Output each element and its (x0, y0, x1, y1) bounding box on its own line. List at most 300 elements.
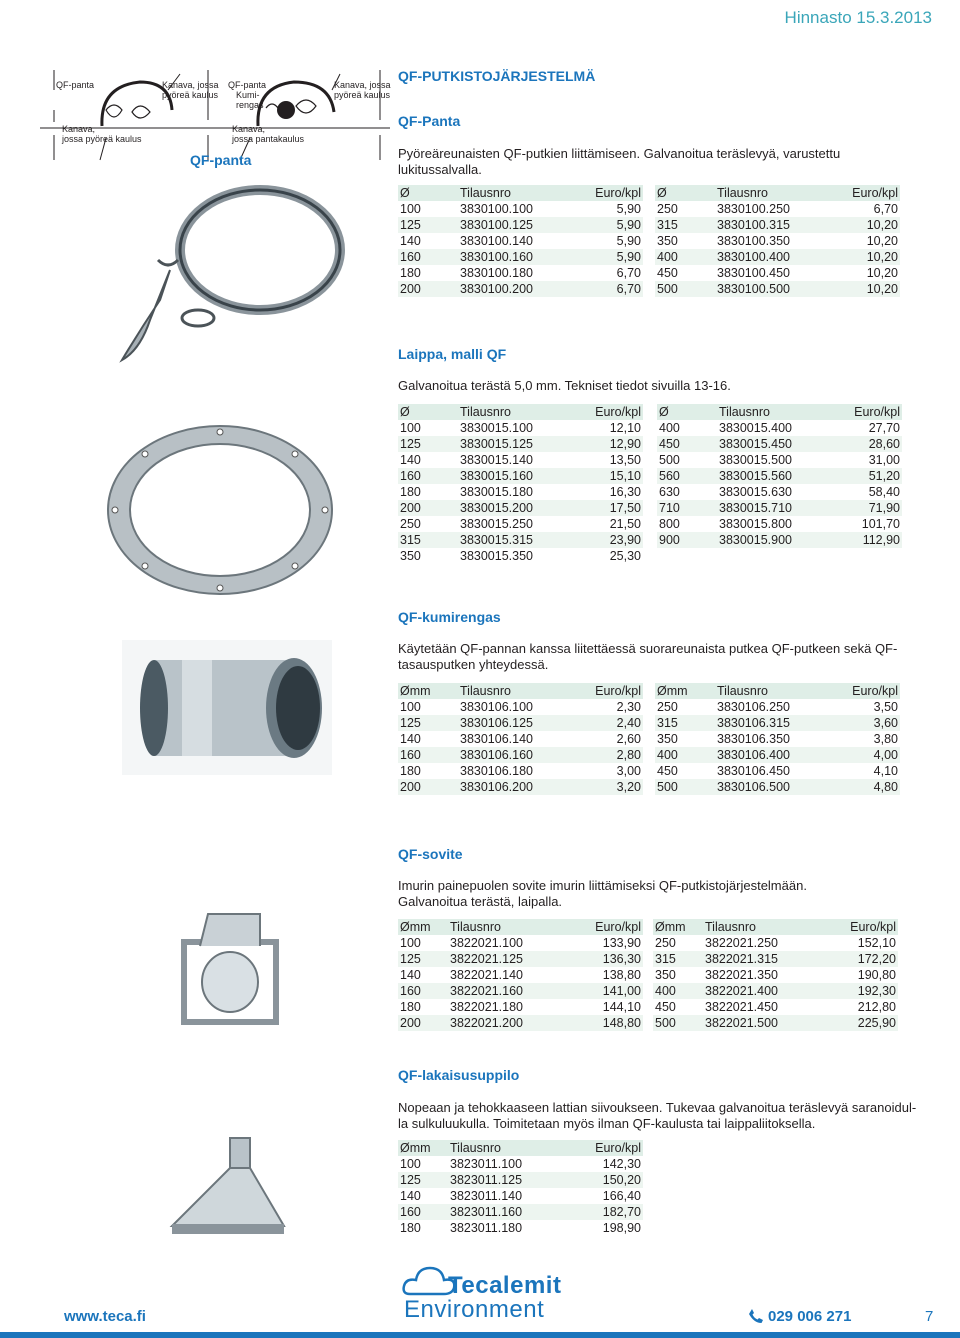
table-row (398, 452, 643, 468)
order-number-cell: 3822021.200 (448, 1015, 568, 1031)
price-cell: 6,70 (616, 266, 641, 280)
price-cell: 5,90 (568, 217, 643, 233)
diameter-cell: 125 (398, 951, 448, 967)
diameter-cell: 500 (655, 779, 715, 795)
order-number-cell: 3830015.900 (717, 532, 827, 548)
order-number-cell: 3830100.160 (458, 249, 568, 265)
table-row (398, 484, 643, 500)
price-cell: 27,70 (868, 421, 900, 435)
order-number-cell: 3830100.100 (460, 202, 533, 216)
col-header-order-no: Tilausnro (448, 1140, 568, 1156)
price-cell: 58,40 (868, 485, 900, 499)
order-number-cell: 3830015.200 (458, 500, 568, 516)
table-row (398, 983, 643, 999)
diagram-caption: QF-panta (190, 152, 252, 168)
price-cell: 2,30 (616, 700, 641, 714)
order-number-cell: 3823011.140 (450, 1189, 523, 1203)
diameter-cell: 125 (398, 1172, 448, 1188)
table-row (655, 233, 900, 249)
diameter-cell: 125 (398, 217, 458, 233)
order-number-cell: 3822021.160 (448, 983, 568, 999)
table-row (398, 1188, 643, 1204)
order-number-cell: 3830106.200 (458, 779, 568, 795)
diagram-label-kumirengas: Kumi- (236, 90, 260, 100)
col-header-price: Euro/kpl (568, 1140, 643, 1156)
order-number-cell: 3830100.500 (715, 281, 825, 297)
table-row (657, 484, 902, 500)
diagram-label-kanava-1: Kanava, jossa (162, 80, 219, 90)
order-number-cell: 3830106.250 (717, 700, 790, 714)
table-row (398, 420, 643, 436)
table-row (653, 951, 898, 967)
table-row (655, 779, 900, 795)
diameter-cell: 250 (655, 936, 676, 950)
laippa-description: Galvanoitua terästä 5,0 mm. Tekniset tiedot sivuilla 13-16. (398, 378, 731, 393)
price-cell: 12,90 (568, 436, 643, 452)
order-number-cell: 3823011.125 (448, 1172, 568, 1188)
order-number-cell: 3830015.710 (717, 500, 827, 516)
order-number-cell: 3830100.125 (458, 217, 568, 233)
kumirengas-title: QF-kumirengas (398, 609, 501, 625)
table-row (398, 999, 643, 1015)
table-header-row (657, 404, 902, 420)
table-row (657, 452, 902, 468)
panta-table-left (398, 185, 643, 297)
laippa-flange-image (100, 418, 340, 603)
price-cell: 5,90 (616, 234, 641, 248)
price-cell: 152,10 (857, 936, 896, 950)
order-number-cell: 3830100.350 (717, 234, 790, 248)
table-row (655, 715, 900, 731)
price-cell: 150,20 (568, 1172, 643, 1188)
order-number-cell: 3822021.400 (703, 983, 823, 999)
table-row (655, 265, 900, 281)
table-row (655, 281, 900, 297)
col-header-diameter: Ø (657, 404, 717, 420)
diameter-cell: 140 (400, 968, 421, 982)
table-row (655, 217, 900, 233)
price-cell: 138,80 (602, 968, 641, 982)
table-row (398, 249, 643, 265)
order-number-cell: 3830106.450 (717, 764, 790, 778)
order-number-cell: 3830106.140 (460, 732, 533, 746)
diameter-cell: 200 (398, 779, 458, 795)
order-number-cell: 3830015.160 (458, 468, 568, 484)
order-number-cell: 3830100.450 (717, 266, 790, 280)
table-row (657, 516, 902, 532)
price-cell: 133,90 (602, 936, 641, 950)
table-header-row (398, 404, 643, 420)
price-cell: 192,30 (823, 983, 898, 999)
table-row (655, 249, 900, 265)
order-number-cell: 3823011.180 (450, 1221, 523, 1235)
table-row (398, 532, 643, 548)
table-header-row (655, 683, 900, 699)
order-number-cell: 3830106.125 (458, 715, 568, 731)
order-number-cell: 3830015.800 (719, 517, 792, 531)
diameter-cell: 180 (400, 1000, 421, 1014)
col-header-order-no: Tilausnro (458, 683, 568, 699)
suppilo-image (168, 1136, 288, 1246)
table-row (657, 500, 902, 516)
col-header-diameter: Ø (398, 185, 458, 201)
price-cell: 3,60 (825, 715, 900, 731)
order-number-cell: 3830015.125 (458, 436, 568, 452)
diameter-cell: 125 (398, 715, 458, 731)
table-header-row (398, 185, 643, 201)
price-cell: 6,70 (873, 202, 898, 216)
table-row (398, 281, 643, 297)
price-cell: 6,70 (568, 281, 643, 297)
order-number-cell: 3822021.350 (705, 968, 778, 982)
price-cell: 166,40 (602, 1189, 641, 1203)
price-cell: 10,20 (866, 266, 898, 280)
diagram-label-kanava-2b: pyöreä kaulus (334, 90, 391, 100)
col-header-price: Euro/kpl (568, 919, 643, 935)
diameter-cell: 315 (655, 715, 715, 731)
diameter-cell: 140 (400, 1189, 421, 1203)
diameter-cell: 140 (400, 453, 421, 467)
diameter-cell: 500 (659, 453, 680, 467)
table-row (398, 699, 643, 715)
order-number-cell: 3830015.140 (460, 453, 533, 467)
table-row (398, 500, 643, 516)
price-cell: 16,30 (609, 485, 641, 499)
order-number-cell: 3830100.400 (715, 249, 825, 265)
panta-description: Pyöreäreunaisten QF-putkien liittämiseen. Galvanoitua teräslevyä, varustettu lukitussalvalla. (398, 146, 841, 177)
diameter-cell: 250 (400, 517, 421, 531)
col-header-price: Euro/kpl (823, 919, 898, 935)
laippa-table-right (657, 404, 902, 548)
table-row (398, 265, 643, 281)
order-number-cell: 3822021.140 (450, 968, 523, 982)
page-number: 7 (925, 1308, 934, 1325)
kumirengas-description-2: tasausputken yhteydessä. (398, 657, 549, 672)
price-cell: 3,50 (873, 700, 898, 714)
diameter-cell: 100 (400, 202, 421, 216)
table-row (398, 731, 643, 747)
table-row (655, 747, 900, 763)
diameter-cell: 500 (655, 281, 715, 297)
suppilo-title: QF-lakaisusuppilo (398, 1067, 520, 1083)
diagram-label-kanava-1b: pyöreä kaulus (162, 90, 219, 100)
diameter-cell: 125 (398, 436, 458, 452)
order-number-cell: 3830015.630 (719, 485, 792, 499)
diagram-label-kanava-3b: jossa pyöreä kaulus (62, 134, 142, 144)
col-header-diameter: Ømm (655, 683, 715, 699)
diameter-cell: 560 (657, 468, 717, 484)
table-row (398, 217, 643, 233)
col-header-order-no: Tilausnro (715, 185, 825, 201)
table-row (398, 1204, 643, 1220)
order-number-cell: 3830106.350 (717, 732, 790, 746)
kumirengas-table-right (655, 683, 900, 795)
col-header-order-no: Tilausnro (715, 683, 825, 699)
price-cell: 2,40 (568, 715, 643, 731)
diameter-cell: 710 (657, 500, 717, 516)
price-cell: 31,00 (868, 453, 900, 467)
order-number-cell: 3830100.315 (715, 217, 825, 233)
price-cell: 21,50 (609, 517, 641, 531)
table-row (398, 436, 643, 452)
table-row (657, 436, 902, 452)
order-number-cell: 3830015.100 (460, 421, 533, 435)
diameter-cell: 900 (657, 532, 717, 548)
diameter-cell: 160 (398, 1204, 448, 1220)
diameter-cell: 250 (657, 700, 678, 714)
order-number-cell: 3830106.400 (715, 747, 825, 763)
table-row (657, 532, 902, 548)
col-header-order-no: Tilausnro (703, 919, 823, 935)
sovite-title: QF-sovite (398, 846, 463, 862)
col-header-price: Euro/kpl (827, 404, 902, 420)
price-cell: 212,80 (857, 1000, 896, 1014)
diameter-cell: 140 (400, 234, 421, 248)
table-row (657, 420, 902, 436)
sovite-table-right (653, 919, 898, 1031)
order-number-cell: 3830100.250 (717, 202, 790, 216)
table-row (398, 1220, 643, 1236)
diameter-cell: 200 (398, 500, 458, 516)
sovite-table-left (398, 919, 643, 1031)
diameter-cell: 315 (398, 532, 458, 548)
col-header-order-no: Tilausnro (458, 185, 568, 201)
sovite-description-2: Galvanoitua terästä, laipalla. (398, 894, 563, 909)
diameter-cell: 200 (398, 281, 458, 297)
table-row (657, 468, 902, 484)
table-row (398, 747, 643, 763)
table-header-row (653, 919, 898, 935)
col-header-diameter: Ømm (398, 919, 448, 935)
logo-line1: Tecalemit (448, 1272, 562, 1299)
order-number-cell: 3830100.140 (460, 234, 533, 248)
diameter-cell: 140 (400, 732, 421, 746)
col-header-price: Euro/kpl (568, 185, 643, 201)
diameter-cell: 400 (655, 747, 715, 763)
order-number-cell: 3830106.100 (460, 700, 533, 714)
price-cell: 172,20 (823, 951, 898, 967)
price-cell: 10,20 (866, 234, 898, 248)
diameter-cell: 400 (655, 249, 715, 265)
price-cell: 3,20 (568, 779, 643, 795)
order-number-cell: 3830015.560 (717, 468, 827, 484)
table-header-row (398, 683, 643, 699)
col-header-order-no: Tilausnro (458, 404, 568, 420)
order-number-cell: 3830100.180 (460, 266, 533, 280)
order-number-cell: 3822021.315 (703, 951, 823, 967)
price-cell: 3,80 (873, 732, 898, 746)
table-row (398, 548, 643, 564)
price-cell: 51,20 (827, 468, 902, 484)
col-header-diameter: Ømm (653, 919, 703, 935)
diameter-cell: 100 (400, 700, 421, 714)
diameter-cell: 200 (398, 1015, 448, 1031)
order-number-cell: 3830015.350 (460, 549, 533, 563)
table-header-row (655, 185, 900, 201)
col-header-diameter: Ømm (398, 683, 458, 699)
diameter-cell: 400 (659, 421, 680, 435)
price-cell: 101,70 (861, 517, 900, 531)
table-row (398, 1015, 643, 1031)
price-cell: 4,80 (825, 779, 900, 795)
table-row (398, 233, 643, 249)
table-row (655, 699, 900, 715)
diameter-cell: 450 (655, 1000, 676, 1014)
diameter-cell: 350 (657, 732, 678, 746)
diameter-cell: 350 (655, 968, 676, 982)
table-row (655, 201, 900, 217)
price-cell: 4,00 (825, 747, 900, 763)
suppilo-table-left (398, 1140, 643, 1236)
price-cell: 182,70 (568, 1204, 643, 1220)
order-number-cell: 3822021.125 (448, 951, 568, 967)
price-cell: 10,20 (825, 281, 900, 297)
panta-product-image (110, 180, 350, 370)
order-number-cell: 3830106.160 (458, 747, 568, 763)
table-row (398, 967, 643, 983)
order-number-cell: 3830015.250 (460, 517, 533, 531)
diameter-cell: 500 (653, 1015, 703, 1031)
table-row (655, 731, 900, 747)
suppilo-description-1: Nopeaan ja tehokkaaseen lattian siivoukseen. Tukevaa galvanoitua teräslevyä saranoidul- (398, 1100, 917, 1115)
diameter-cell: 350 (400, 549, 421, 563)
diagram-label-panta-2: QF-panta (228, 80, 267, 90)
price-cell: 136,30 (568, 951, 643, 967)
table-header-row (398, 1140, 643, 1156)
diagram-label-panta: QF-panta (56, 80, 95, 90)
table-row (398, 779, 643, 795)
diameter-cell: 160 (398, 468, 458, 484)
table-row (398, 516, 643, 532)
diameter-cell: 800 (659, 517, 680, 531)
price-cell: 10,20 (825, 217, 900, 233)
suppilo-description-2: la sulkuluukulla. Toimitetaan myös ilman QF-kaulusta tai laippaliitoksella. (398, 1116, 816, 1131)
table-row (398, 951, 643, 967)
price-cell: 141,00 (568, 983, 643, 999)
table-row (653, 999, 898, 1015)
price-cell: 2,60 (616, 732, 641, 746)
diameter-cell: 180 (400, 266, 421, 280)
table-header-row (398, 919, 643, 935)
col-header-order-no: Tilausnro (448, 919, 568, 935)
table-row (398, 1172, 643, 1188)
col-header-price: Euro/kpl (568, 683, 643, 699)
order-number-cell: 3830015.180 (460, 485, 533, 499)
order-number-cell: 3822021.450 (705, 1000, 778, 1014)
price-cell: 198,90 (602, 1221, 641, 1235)
col-header-diameter: Ø (398, 404, 458, 420)
phone-icon (748, 1308, 764, 1329)
order-number-cell: 3830100.200 (458, 281, 568, 297)
diameter-cell: 180 (400, 485, 421, 499)
order-number-cell: 3822021.500 (703, 1015, 823, 1031)
price-cell: 17,50 (568, 500, 643, 516)
price-cell: 5,90 (616, 202, 641, 216)
diameter-cell: 250 (657, 202, 678, 216)
price-cell: 25,30 (609, 549, 641, 563)
order-number-cell: 3830015.500 (719, 453, 792, 467)
price-cell: 13,50 (609, 453, 641, 467)
diameter-cell: 160 (398, 249, 458, 265)
table-row (653, 967, 898, 983)
logo-line2: Environment (404, 1296, 545, 1323)
diameter-cell: 100 (400, 936, 421, 950)
diagram-label-kanava-4: Kanava, (232, 124, 266, 134)
table-row (398, 468, 643, 484)
price-cell: 148,80 (568, 1015, 643, 1031)
diameter-cell: 450 (657, 764, 678, 778)
kumirengas-image (122, 640, 332, 775)
col-header-diameter: Ø (655, 185, 715, 201)
footer-url-link[interactable]: www.teca.fi (64, 1308, 146, 1325)
diagram-label-kanava-4b: jossa pantakaulus (232, 134, 305, 144)
price-cell: 23,90 (568, 532, 643, 548)
diameter-cell: 180 (400, 1221, 421, 1235)
footer-phone[interactable]: 029 006 271 (768, 1308, 852, 1325)
price-cell: 71,90 (827, 500, 902, 516)
diagram-label-kanava-2: Kanava, jossa (334, 80, 391, 90)
sovite-description-1: Imurin painepuolen sovite imurin liittämiseksi QF-putkistojärjestelmään. (398, 878, 807, 893)
table-row (398, 715, 643, 731)
table-row (398, 935, 643, 951)
diameter-cell: 315 (655, 217, 715, 233)
price-cell: 4,10 (873, 764, 898, 778)
price-cell: 144,10 (602, 1000, 641, 1014)
table-row (653, 983, 898, 999)
diameter-cell: 100 (400, 421, 421, 435)
col-header-price: Euro/kpl (825, 683, 900, 699)
table-row (398, 763, 643, 779)
table-row (653, 935, 898, 951)
diameter-cell: 450 (657, 436, 717, 452)
table-row (398, 201, 643, 217)
diameter-cell: 450 (657, 266, 678, 280)
table-row (653, 1015, 898, 1031)
price-cell: 142,30 (602, 1157, 641, 1171)
diagram-label-kanava-3: Kanava, (62, 124, 96, 134)
diameter-cell: 400 (653, 983, 703, 999)
table-row (655, 763, 900, 779)
order-number-cell: 3822021.250 (705, 936, 778, 950)
laippa-table-left (398, 404, 643, 564)
price-cell: 28,60 (827, 436, 902, 452)
panta-table-right (655, 185, 900, 297)
table-row (398, 1156, 643, 1172)
diagram-label-kumirengas-b: rengas (236, 100, 264, 110)
order-number-cell: 3830106.500 (715, 779, 825, 795)
diameter-cell: 315 (653, 951, 703, 967)
diameter-cell: 100 (400, 1157, 421, 1171)
kumirengas-table-left (398, 683, 643, 795)
kumirengas-description-1: Käytetään QF-pannan kanssa liitettäessä suorareunaista putkea QF-putkeen sekä QF- (398, 641, 898, 656)
diameter-cell: 180 (400, 764, 421, 778)
order-number-cell: 3822021.180 (450, 1000, 523, 1014)
col-header-diameter: Ømm (398, 1140, 448, 1156)
order-number-cell: 3830015.400 (719, 421, 792, 435)
order-number-cell: 3830015.450 (717, 436, 827, 452)
diameter-cell: 160 (398, 747, 458, 763)
col-header-price: Euro/kpl (825, 185, 900, 201)
col-header-order-no: Tilausnro (717, 404, 827, 420)
diameter-cell: 630 (659, 485, 680, 499)
panta-title: QF-Panta (398, 113, 461, 129)
order-number-cell: 3823011.100 (450, 1157, 523, 1171)
price-cell: 112,90 (827, 532, 902, 548)
price-cell: 15,10 (568, 468, 643, 484)
price-cell: 5,90 (568, 249, 643, 265)
order-number-cell: 3822021.100 (450, 936, 523, 950)
order-number-cell: 3830106.180 (460, 764, 533, 778)
